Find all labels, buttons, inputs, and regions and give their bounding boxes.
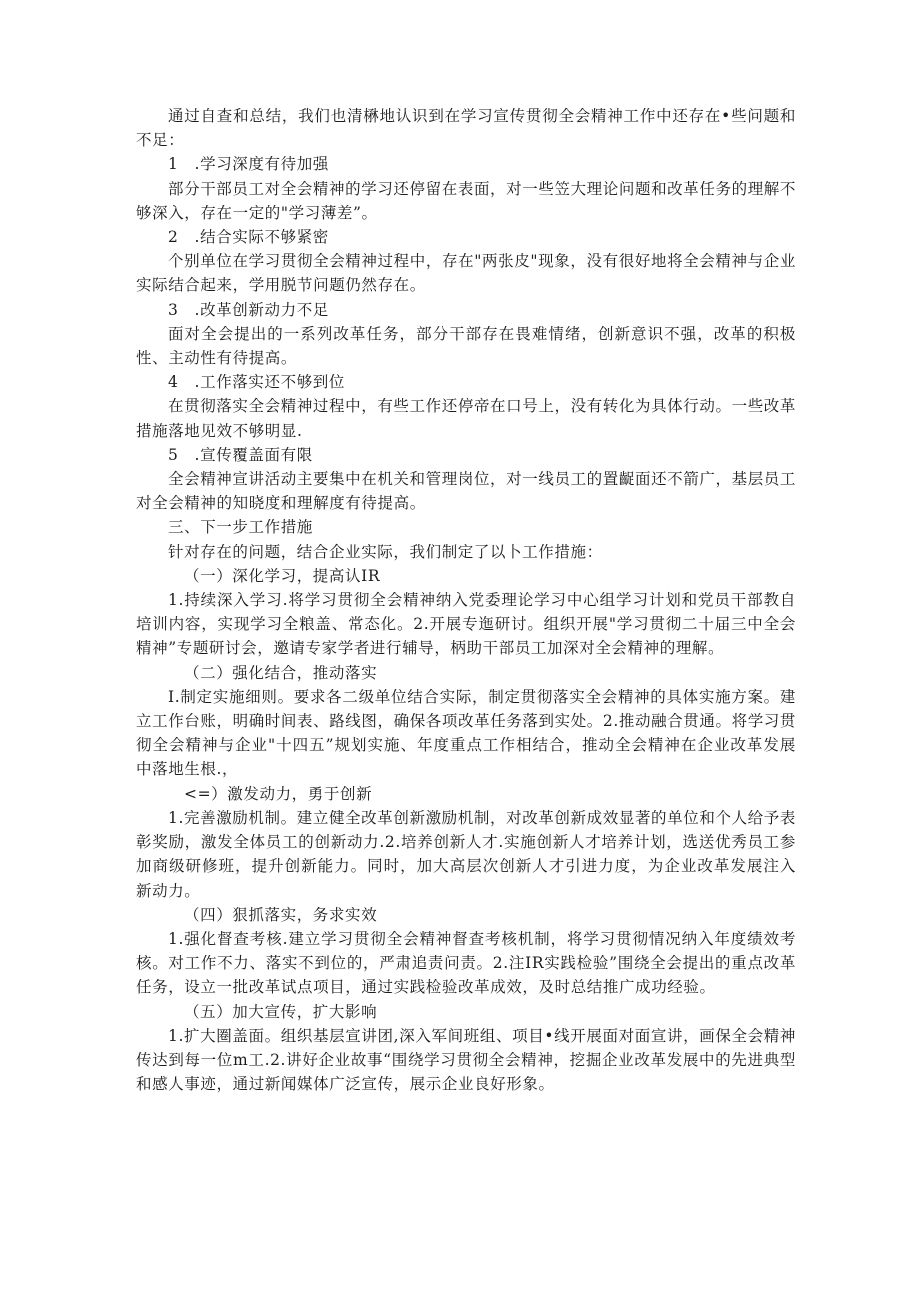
- subsection-heading: （五）加大宣传，扩大影响: [184, 1002, 378, 1021]
- subsection-heading: （四）狠抓落实，务求实效: [184, 905, 378, 924]
- paragraph: 针对存在的问题，结合企业实际，我们制定了以卜工作措施：: [168, 542, 603, 561]
- paragraph: 1.扩大圈盖面。组织基层宣讲团,深入军间班组、项目•线开展面对面宣讲，画保全会精神传达到每一位m工.2.讲好企业故事“围绕学习贯彻全会精神，挖掘企业改革发展中的先进典型和感人事迹，通过新闻媒体广泛宣传，展示企业良好形象。: [136, 1026, 796, 1094]
- paragraph: 1.持续深入学习.将学习贯彻全会精神纳入党委理论学习中心组学习计划和党员干部教自培训内容，实现学习全粮盖、常态化。2.开展专迤研讨。组织开展"学习贯彻二十届三中全会精神”专题研讨会，邀请专家学者进行辅导，柄助干部员工加深对全会精神的理解。: [136, 591, 796, 658]
- issue-heading: 2 .结合实际不够紧密: [168, 228, 329, 247]
- issue-heading: 5 .宣传覆盖面有限: [168, 445, 313, 464]
- paragraph: 面对全会提出的一系列改革任务，部分干部存在畏难情绪，创新意识不强，改革的积极性、主动性有待提高。: [136, 324, 796, 368]
- paragraph: 1.强化督查考核.建立学习贯彻全会精神督查考核机制，将学习贯彻情况纳入年度绩效考核。对工作不力、落实不到位的，严肃追责问责。2.注IR实践检验”围绕全会提出的重点改革任务，设立一批改革试点项目，通过实践检验改革成效，及时总结推广成功经验。: [136, 929, 796, 997]
- section-heading: 三、下一步工作措施: [168, 518, 313, 537]
- document-body: [136, 104, 796, 1096]
- paragraph: 在贯彻落实全会精神过程中，有些工作还停帝在口号上，没有转化为具体行动。一些改革措施落地见效不够明显.: [136, 397, 796, 440]
- issue-heading: 3 .改革创新动力不足: [168, 300, 329, 319]
- subsection-heading: （二）强化结合，推动落实: [184, 663, 378, 682]
- paragraph: 通过自查和总结，我们也清楙地认识到在学习宣传贯彻全会精神工作中还存在•些问题和不足：: [136, 107, 796, 150]
- issue-heading: 4 .工作落实还不够到位: [168, 373, 345, 392]
- issue-heading: 1 .学习深度有待加强: [168, 155, 329, 174]
- paragraph: 部分干部员工对全会精神的学习还停留在表面，对一些笠大理论问题和改革任务的理解不够深入，存在一定的"学习薄差”。: [136, 179, 796, 222]
- subsection-heading: （一）深化学习，提高认IR: [184, 566, 381, 585]
- paragraph: 个别单位在学习贯彻全会精神过程中，存在"两张皮"现象，没有很好地将全会精神与企业实际结合起来，学用脱节问题仍然存在。: [136, 252, 796, 295]
- subsection-heading: <=）激发动力，勇于创新: [184, 784, 373, 803]
- paragraph: 1.完善激励机制。建立健全改革创新激励机制，对改革创新成效显著的单位和个人给予表彰奖励，激发全体员工的创新动力.2.培养创新人才.实施创新人才培养计划，选送优秀员工参加商级研修班，提升创新能力。同时，加大高层次创新人才引进力度，为企业改革发展注入新动力。: [136, 808, 796, 900]
- paragraph: 全会精神宣讲活动主要集中在机关和管理岗位，对一线员工的置齪面还不箭广，基层员工对全会精神的知晓度和理解度有待提高。: [136, 470, 796, 513]
- paragraph: I.制定实施细则。要求各二级单位结合实际，制定贯彻落实全会精神的具体实施方案。建立工作台账，明确时间表、路线图，确保各项改革任务落到实处。2.推动融合贯通。将学习贯彻全会精神与企业"十四五”规划实施、年度重点工作相结合，推动全会精神在企业改革发展中落地生根.，: [136, 687, 796, 779]
